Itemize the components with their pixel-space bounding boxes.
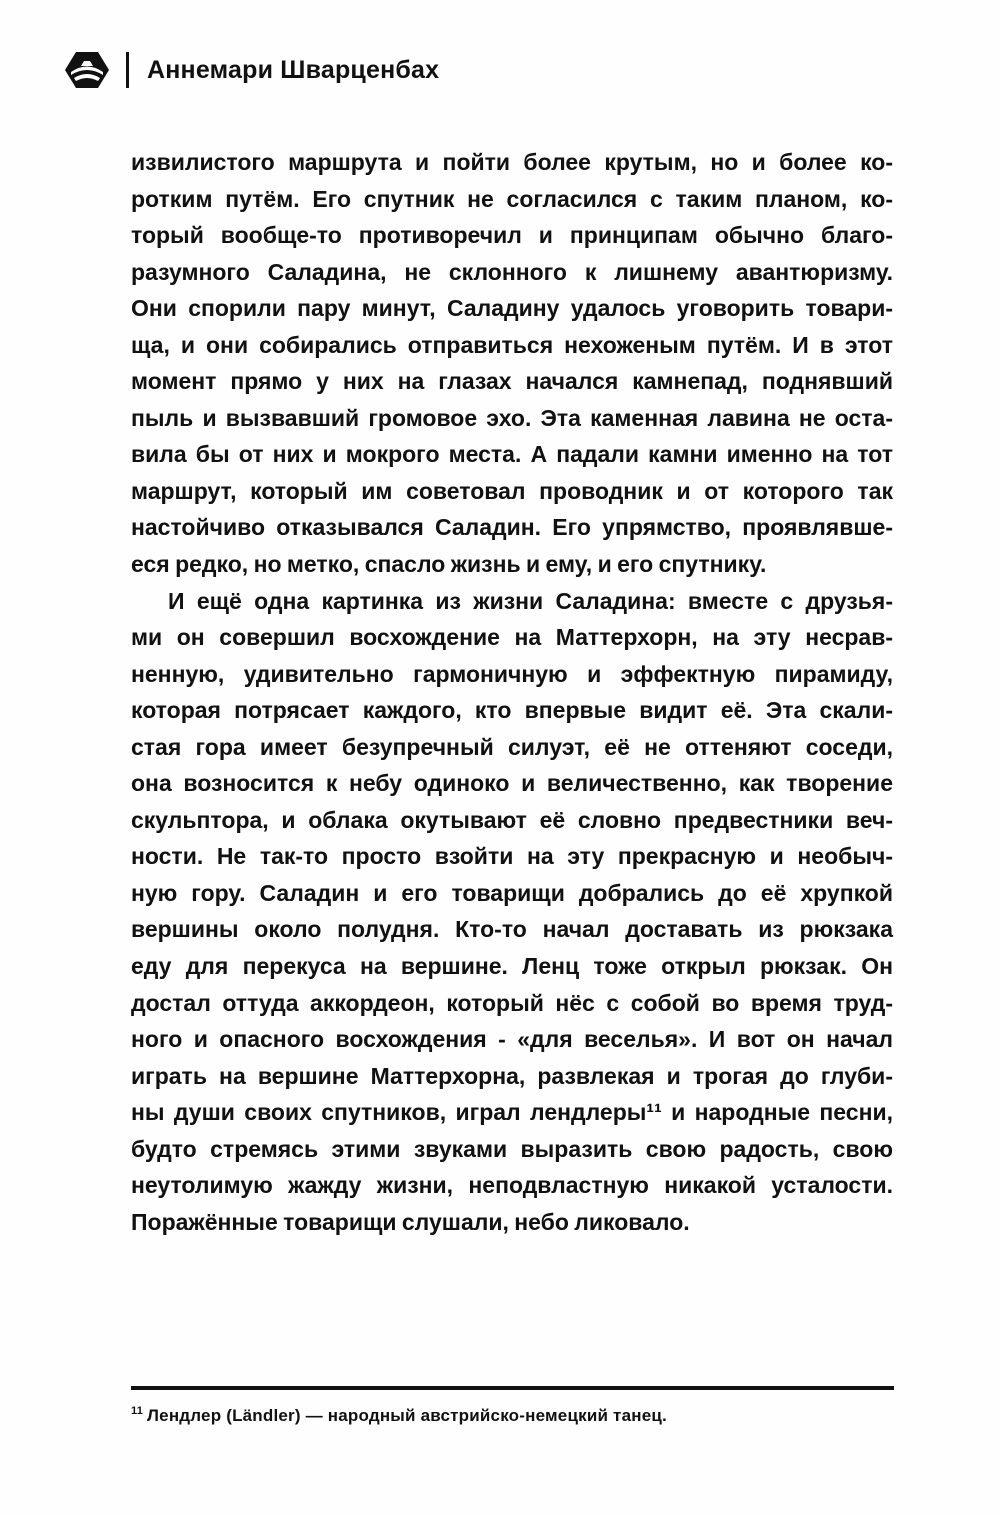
- text-line: пыль и вызвавший громовое эхо. Эта каменная лавина не оста-: [131, 404, 893, 431]
- text-line: ща, и они собирались отправиться нехоженым путём. И в этот: [131, 331, 893, 358]
- running-header: [62, 48, 439, 92]
- text-line: еду для перекуса на вершине. Ленц тоже открыл рюкзак. Он: [131, 953, 893, 980]
- text-line: которая потрясает каждого, кто впервые видит её. Эта скали-: [131, 697, 893, 724]
- text-line: ненную, удивительно гармоничную и эффектную пирамиду,: [131, 660, 893, 687]
- text-line: И ещё одна картинка из жизни Саладина: вместе с друзья-: [168, 587, 893, 614]
- footnote-rule: [131, 1386, 894, 1390]
- text-line: скульптора, и облака окутывают её словно предвестники веч-: [131, 806, 893, 833]
- text-line: ности. Не так-то просто взойти на эту прекрасную и необыч-: [131, 843, 893, 870]
- text-line: будто стремясь этими звуками выразить свою радость, свою: [131, 1135, 893, 1162]
- text-line: ны души своих спутников, играл лендлеры¹¹ и народные песни,: [131, 1099, 893, 1126]
- text-line: неутолимую жажду жизни, неподвластную никакой усталости.: [131, 1172, 893, 1199]
- body-text: [131, 144, 893, 1240]
- text-line: вила бы от них и мокрого места. А падали камни именно на тот: [131, 441, 893, 468]
- footnote-text: Лендлер (Ländler) — народный австрийско-немецкий танец.: [147, 1406, 667, 1425]
- footnote: [131, 1404, 667, 1428]
- text-line: Они спорили пару минут, Саладину удалось уговорить товари-: [131, 295, 893, 322]
- text-line: достал оттуда аккордеон, который нёс с собой во время труд-: [131, 989, 893, 1016]
- text-line: играть на вершине Маттерхорна, развлекая и трогая до глуби-: [131, 1062, 893, 1089]
- text-line: маршрут, который им советовал проводник и от которого так: [131, 477, 893, 504]
- text-line: стая гора имеет безупречный силуэт, её не оттеняют соседи,: [131, 733, 893, 760]
- text-line: Поражённые товарищи слушали, небо ликовало.: [131, 1208, 690, 1235]
- header-divider: [126, 52, 129, 88]
- text-line: ми он совершил восхождение на Маттерхорн, на эту несрав-: [131, 624, 893, 651]
- author-name: Аннемари Шварценбах: [147, 56, 440, 84]
- text-line: еся редко, но метко, спасло жизнь и ему, и его спутнику.: [131, 551, 767, 578]
- text-line: ного и опасного восхождения - «для веселья». И вот он начал: [131, 1026, 893, 1053]
- text-line: ротким путём. Его спутник не согласился с таким планом, ко-: [131, 185, 893, 212]
- text-line: настойчиво отказывался Саладин. Его упрямство, проявлявше-: [131, 514, 893, 541]
- footnote-marker: 11: [131, 1405, 144, 1418]
- text-line: ную гору. Саладин и его товарищи добрались до её хрупкой: [131, 879, 893, 906]
- text-line: извилистого маршрута и пойти более крутым, но и более ко-: [131, 149, 893, 175]
- text-line: торый вообще-то противоречил и принципам обычно благо-: [131, 222, 893, 249]
- text-line: разумного Саладина, не склонного к лишнему авантюризму.: [131, 258, 893, 285]
- text-line: вершины около полудня. Кто-то начал доставать из рюкзака: [131, 916, 893, 943]
- text-line: она возносится к небу одиноко и величественно, как творение: [131, 770, 893, 797]
- text-line: момент прямо у них на глазах начался камнепад, поднявший: [131, 368, 893, 395]
- publisher-logo-icon: [62, 50, 112, 90]
